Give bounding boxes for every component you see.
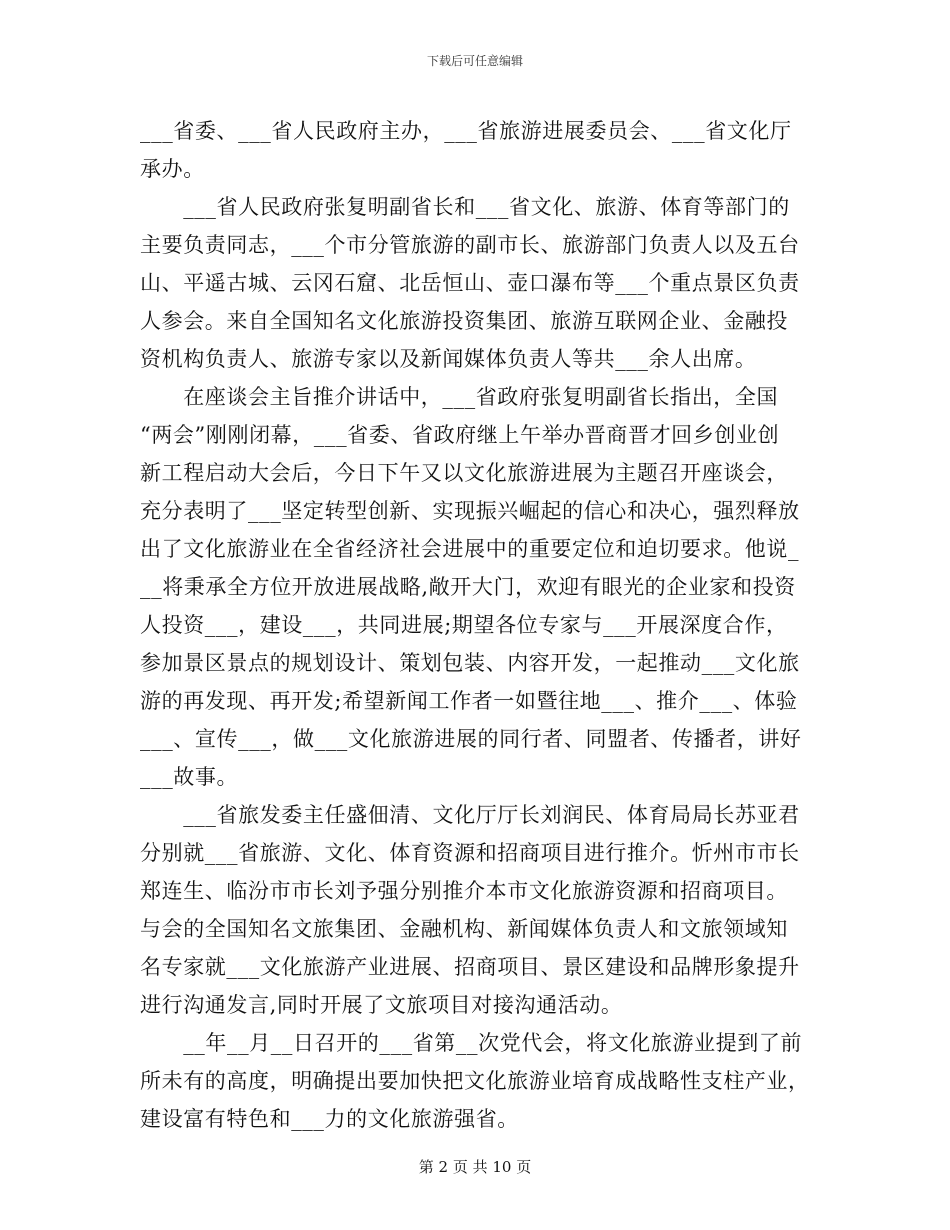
- text-line: 建设富有特色和___力的文化旅游强省。: [140, 1107, 519, 1131]
- text-line: 在座谈会主旨推介讲话中，___省政府张复明副省长指出，全国: [140, 385, 779, 409]
- page-header: 下载后可任意编辑: [426, 54, 523, 68]
- text-line: 名专家就___文化旅游产业进展、招商项目、景区建设和品牌形象提升: [140, 955, 800, 979]
- text-line: 郑连生、临汾市市长刘予强分别推介本市文化旅游资源和招商项目。: [140, 879, 788, 903]
- text-line: 分别就___省旅游、文化、体育资源和招商项目进行推介。忻州市市长: [140, 841, 800, 865]
- document-body: [140, 112, 810, 1138]
- text-line: 与会的全国知名文旅集团、金融机构、新闻媒体负责人和文旅领域知: [140, 917, 788, 941]
- text-line: 参加景区景点的规划设计、策划包装、内容开发，一起推动___文化旅: [140, 651, 800, 675]
- text-line: 出了文化旅游业在全省经济社会进展中的重要定位和迫切要求。他说_: [140, 537, 800, 561]
- text-line: ___、宣传___，做___文化旅游进展的同行者、同盟者、传播者，讲好: [140, 727, 802, 751]
- text-line: 主要负责同志，___个市分管旅游的副市长、旅游部门负责人以及五台: [140, 233, 800, 257]
- page-number-footer: 第 2 页 共 10 页: [418, 1158, 532, 1176]
- text-line: 山、平遥古城、云冈石窟、北岳恒山、壶口瀑布等___个重点景区负责: [140, 271, 800, 295]
- text-line: __年__月__日召开的___省第__次党代会，将文化旅游业提到了前: [140, 1031, 803, 1055]
- text-line: __将秉承全方位开放进展战略,敞开大门，欢迎有眼光的企业家和投资: [140, 575, 796, 599]
- text-line: 进行沟通发言,同时开展了文旅项目对接沟通活动。: [140, 993, 623, 1017]
- text-line: 新工程启动大会后，今日下午又以文化旅游进展为主题召开座谈会，: [140, 461, 788, 485]
- text-line: 人投资___，建设___，共同进展;期望各位专家与___开展深度合作，: [140, 613, 788, 637]
- text-line: ___省委、___省人民政府主办，___省旅游进展委员会、___省文化厅: [140, 119, 792, 143]
- text-line: 人参会。来自全国知名文化旅游投资集团、旅游互联网企业、金融投: [140, 309, 788, 333]
- text-line: 充分表明了___坚定转型创新、实现振兴崛起的信心和决心，强烈释放: [140, 499, 800, 523]
- text-line: 承办。: [140, 157, 205, 181]
- text-line: ___省旅发委主任盛佃清、文化厅厅长刘润民、体育局局长苏亚君: [140, 803, 800, 827]
- text-line: ___省人民政府张复明副省长和___省文化、旅游、体育等部门的: [140, 195, 790, 219]
- text-line: ___故事。: [140, 765, 239, 789]
- text-line: 资机构负责人、旅游专家以及新闻媒体负责人等共___余人出席。: [140, 347, 757, 371]
- text-line: 游的再发现、再开发;希望新闻工作者一如暨往地___、推介___、体验: [140, 689, 798, 713]
- text-line: “两会”刚刚闭幕，___省委、省政府继上午举办晋商晋才回乡创业创: [140, 423, 780, 447]
- text-line: 所未有的高度，明确提出要加快把文化旅游业培育成战略性支柱产业，: [140, 1069, 810, 1093]
